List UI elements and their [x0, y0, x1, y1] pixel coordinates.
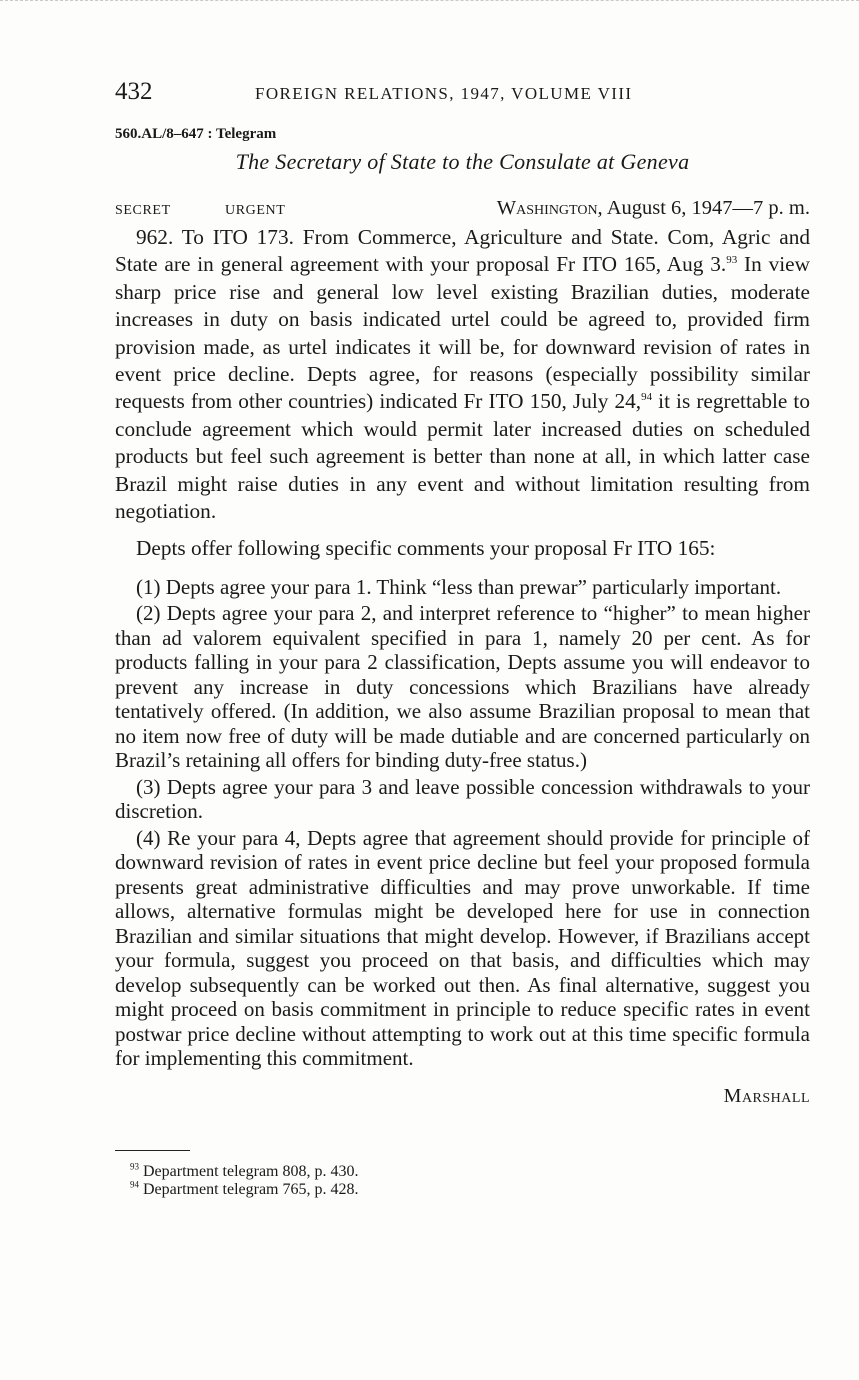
footnote-rule	[115, 1150, 190, 1151]
classification-secret: SECRET	[115, 203, 171, 218]
comment-item-4: (4) Re your para 4, Depts agree that agreement should provide for principle of downward revision of rates in event price decline but feel your proposed formula presents great administrative difficulties and may prove unworkable. If time allows, alternative formulas might be developed here for use in connection Brazilian and similar situations that might develop. However, if Brazilians accept your formula, suggest you proceed on that basis, and difficulties which may develop subsequently can be worked out then. As final alternative, suggest you might proceed on basis commitment in principle to reduce specific rates in event postwar price decline without attempting to work out at this time specific formula for implementing this commitment.	[115, 825, 810, 1071]
paragraph-1-part-b: In view sharp price rise and general low level existing Brazilian duties, moderate increases in duty on basis indicated urtel could be agreed to, provided firm provision made, as urtel indicates it will be, for downward revision of rates in event price decline. Depts agree, for reasons (especially possibility similar requests from other countries) indicated Fr ITO 150, July 24,	[115, 252, 810, 414]
dateline-place: Washington,	[496, 197, 603, 219]
footnote-ref-93: 93	[726, 254, 738, 267]
footnote-94	[130, 1181, 810, 1199]
footnote-marker: 94	[130, 1179, 139, 1190]
dateline-date: August 6, 1947—7 p. m.	[606, 197, 810, 219]
running-title: FOREIGN RELATIONS, 1947, VOLUME VIII	[255, 84, 633, 103]
file-reference: 560.AL/8–647 : Telegram	[115, 126, 277, 142]
telegram-header	[115, 197, 810, 220]
document-title: The Secretary of State to the Consulate at Geneva	[235, 149, 690, 174]
scan-edge	[0, 0, 859, 7]
footnote-text: Department telegram 808, p. 430.	[143, 1162, 359, 1180]
paragraph-1-part-a: 962. To ITO 173. From Commerce, Agriculture and State. Com, Agric and State are in general agreement with your proposal Fr ITO 165, Aug 3.	[115, 225, 810, 277]
paragraph-1-part-c: it is regrettable to conclude agreement which would permit later increased duties on scheduled products but feel such agreement is better than none at all, in which latter case Brazil might raise duties in any event and without limitation resulting from negotiation.	[115, 389, 810, 524]
comment-item-1: (1) Depts agree your para 1. Think “less than prewar” particularly important.	[136, 574, 782, 599]
footnotes	[115, 1163, 810, 1199]
paragraph-2: Depts offer following specific comments your proposal Fr ITO 165:	[136, 536, 716, 561]
footnote-93	[130, 1163, 810, 1181]
comment-list	[115, 575, 810, 1071]
page-number: 432	[115, 78, 153, 105]
telegram-body	[115, 224, 810, 563]
footnote-text: Department telegram 765, p. 428.	[143, 1180, 359, 1198]
comment-item-2: (2) Depts agree your para 2, and interpret reference to “higher” to mean higher than ad valorem equivalent specified in para 1, namely 20 per cent. As for products falling in your para 2 classification, Depts assume you will endeavor to prevent any increase in duty concessions which Brazilians have already tentatively offered. (In addition, we also assume Brazilian proposal to mean that no item now free of duty will be made dutiable and are concerned particularly on Brazil’s retaining all offers for binding duty-free status.)	[115, 601, 810, 773]
signature: Marshall	[723, 1084, 810, 1107]
footnote-ref-94: 94	[641, 391, 653, 404]
document-page	[115, 78, 810, 1199]
comment-item-3: (3) Depts agree your para 3 and leave possible concession withdrawals to your discretion.	[115, 774, 810, 824]
paragraph-1	[115, 224, 810, 525]
footnote-marker: 93	[130, 1161, 139, 1172]
dateline	[353, 197, 810, 220]
classification-urgent: URGENT	[225, 203, 286, 218]
running-head	[115, 78, 810, 108]
